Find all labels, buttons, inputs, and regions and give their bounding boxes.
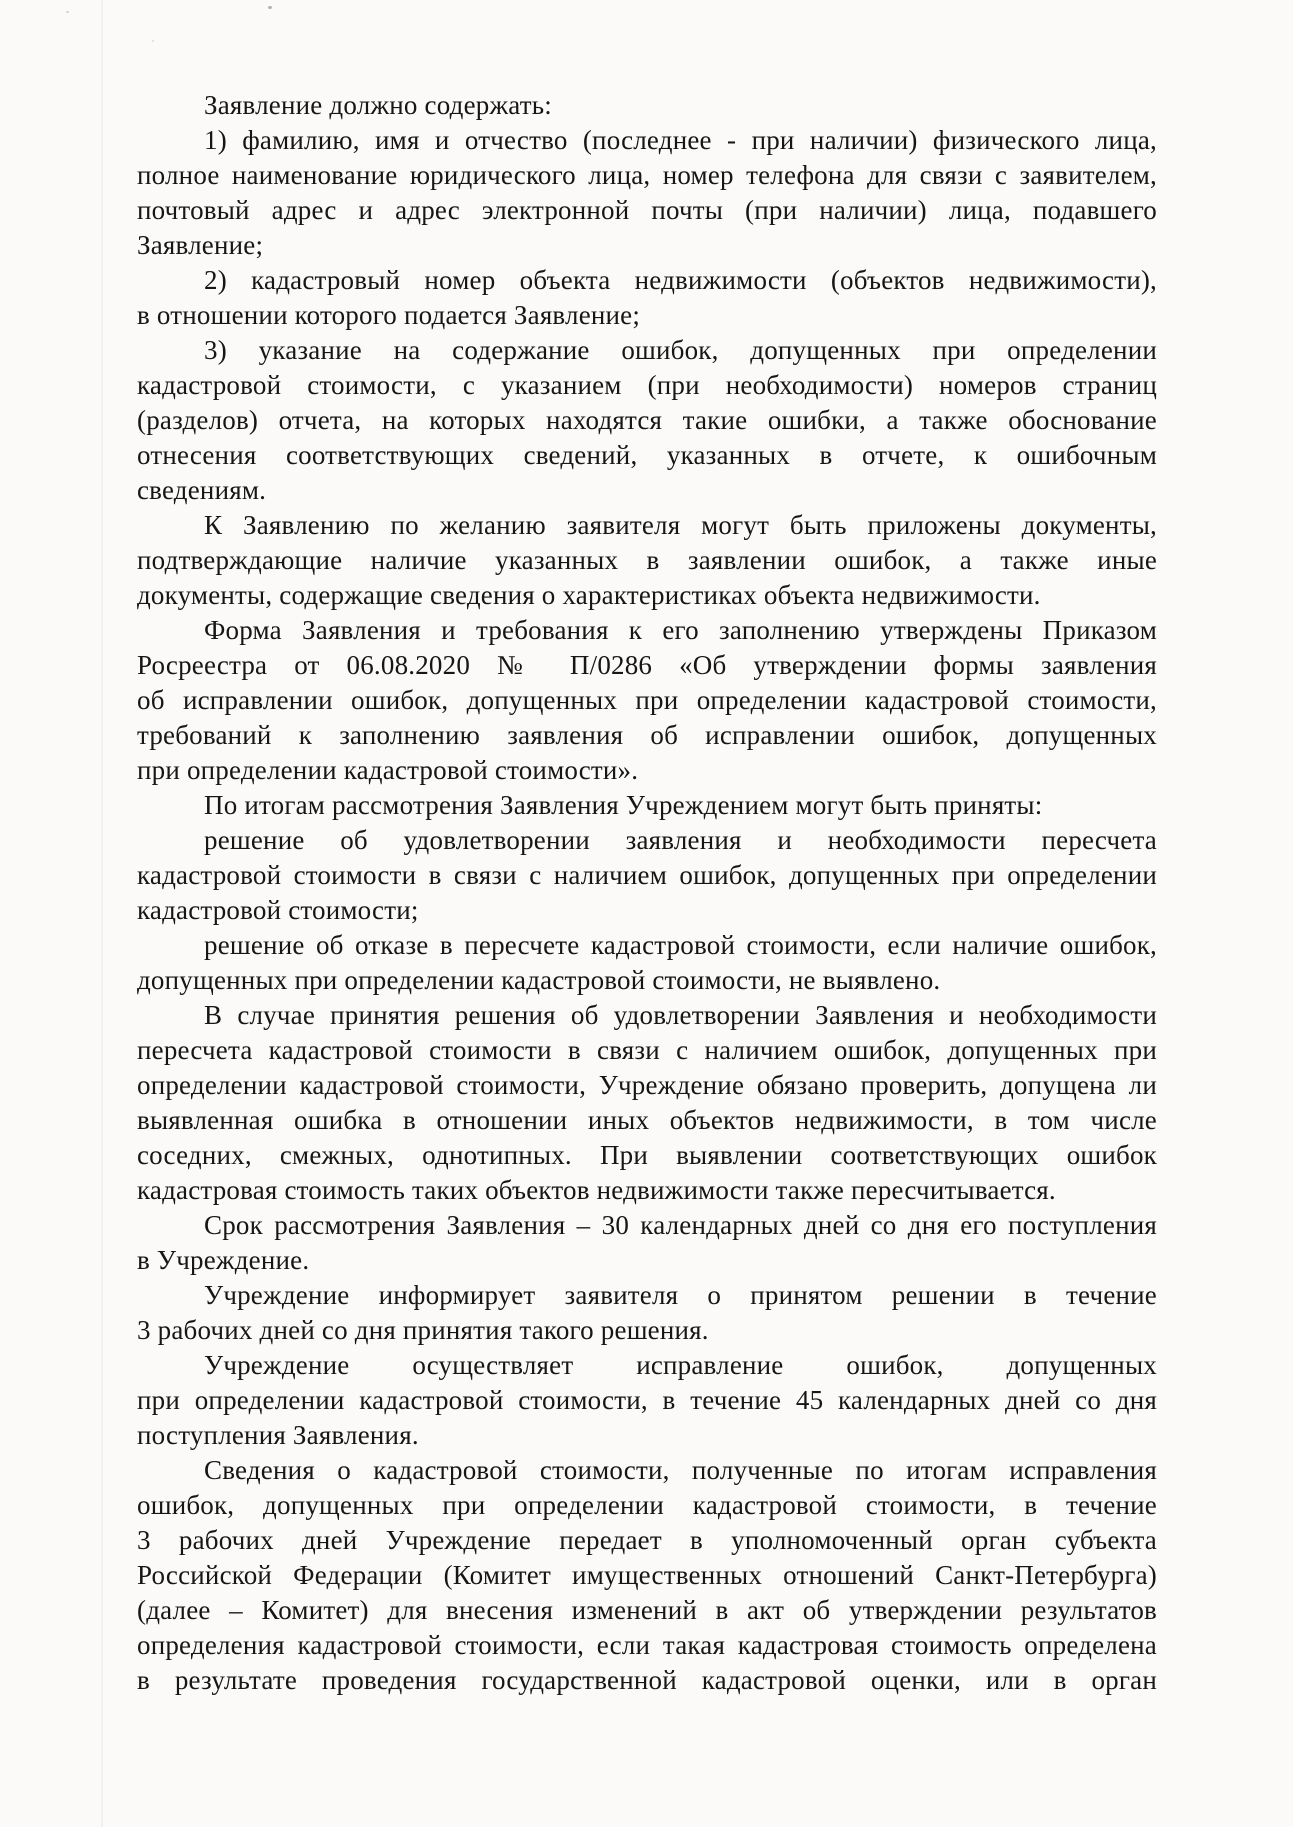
- text-line: кадастровой стоимости;: [137, 895, 419, 925]
- text-line: в Учреждение.: [137, 1245, 310, 1275]
- text-line: в отношении которого подается Заявление;: [137, 300, 641, 330]
- text-line: в результате проведения государственной кадастровой оценки, или в орган: [137, 1665, 1157, 1695]
- text-line: пересчета кадастровой стоимости в связи с наличием ошибок, допущенных при: [137, 1035, 1157, 1065]
- text-line: Росреестра от 06.08.2020 № П/0286 «Об утверждении формы заявления: [137, 650, 1157, 680]
- text-line: К Заявлению по желанию заявителя могут быть приложены документы,: [204, 510, 1157, 540]
- paragraph: [137, 1453, 1157, 1698]
- paragraph: [137, 263, 1157, 333]
- text-line: определения кадастровой стоимости, если такая кадастровая стоимость определена: [137, 1630, 1157, 1660]
- scan-speck: [152, 40, 154, 42]
- text-line: Российской Федерации (Комитет имущественных отношений Санкт-Петербурга): [137, 1560, 1157, 1590]
- paragraph: [137, 788, 1157, 823]
- text-line: Учреждение осуществляет исправление ошибок, допущенных: [204, 1350, 1157, 1380]
- paragraph: [137, 1348, 1157, 1453]
- text-line: Форма Заявления и требования к его заполнению утверждены Приказом: [204, 615, 1157, 645]
- text-line: кадастровая стоимость таких объектов недвижимости также пересчитывается.: [137, 1175, 1056, 1205]
- text-line: 3) указание на содержание ошибок, допущенных при определении: [204, 335, 1157, 365]
- text-line: 2) кадастровый номер объекта недвижимости (объектов недвижимости),: [204, 265, 1157, 295]
- scan-speck: [268, 6, 272, 9]
- text-line: решение об удовлетворении заявления и необходимости пересчета: [204, 825, 1157, 855]
- text-line: 3 рабочих дней со дня принятия такого решения.: [137, 1315, 709, 1345]
- paragraph: [137, 123, 1157, 263]
- text-line: при определении кадастровой стоимости, в течение 45 календарных дней со дня: [137, 1385, 1157, 1415]
- text-line: 3 рабочих дней Учреждение передает в уполномоченный орган субъекта: [137, 1525, 1157, 1555]
- text-line: решение об отказе в пересчете кадастровой стоимости, если наличие ошибок,: [204, 930, 1157, 960]
- text-line: По итогам рассмотрения Заявления Учреждением могут быть приняты:: [204, 790, 1043, 820]
- paragraph: [137, 823, 1157, 928]
- text-line: ошибок, допущенных при определении кадастровой стоимости, в течение: [137, 1490, 1157, 1520]
- paragraph: [137, 1208, 1157, 1278]
- text-line: почтовый адрес и адрес электронной почты (при наличии) лица, подавшего: [137, 195, 1157, 225]
- text-line: документы, содержащие сведения о характеристиках объекта недвижимости.: [137, 580, 1041, 610]
- paragraph: [137, 928, 1157, 998]
- paragraph: [137, 333, 1157, 508]
- text-line: соседних, смежных, однотипных. При выявлении соответствующих ошибок: [137, 1140, 1157, 1170]
- text-line: требований к заполнению заявления об исправлении ошибок, допущенных: [137, 720, 1157, 750]
- text-line: кадастровой стоимости, с указанием (при необходимости) номеров страниц: [137, 370, 1157, 400]
- text-line: определении кадастровой стоимости, Учреждение обязано проверить, допущена ли: [137, 1070, 1157, 1100]
- text-line: при определении кадастровой стоимости».: [137, 755, 639, 785]
- scan-speck: [66, 11, 69, 13]
- text-line: допущенных при определении кадастровой стоимости, не выявлено.: [137, 965, 941, 995]
- text-line: отнесения соответствующих сведений, указанных в отчете, к ошибочным: [137, 440, 1157, 470]
- scanner-streak-artifact: [101, 0, 103, 1827]
- text-line: полное наименование юридического лица, номер телефона для связи с заявителем,: [137, 160, 1157, 190]
- text-line: сведениям.: [137, 475, 267, 505]
- text-line: 1) фамилию, имя и отчество (последнее - при наличии) физического лица,: [204, 125, 1157, 155]
- text-line: выявленная ошибка в отношении иных объектов недвижимости, в том числе: [137, 1105, 1157, 1135]
- paragraph: [137, 508, 1157, 613]
- text-line: Заявление должно содержать:: [204, 90, 553, 120]
- paragraph: [137, 1278, 1157, 1348]
- paragraph: [137, 613, 1157, 788]
- text-line: Учреждение информирует заявителя о принятом решении в течение: [204, 1280, 1157, 1310]
- text-line: Сведения о кадастровой стоимости, полученные по итогам исправления: [204, 1455, 1157, 1485]
- text-line: (разделов) отчета, на которых находятся такие ошибки, а также обоснование: [137, 405, 1157, 435]
- text-line: поступления Заявления.: [137, 1420, 419, 1450]
- text-line: В случае принятия решения об удовлетворении Заявления и необходимости: [204, 1000, 1157, 1030]
- paragraph: [137, 88, 1157, 123]
- text-line: Срок рассмотрения Заявления – 30 календарных дней со дня его поступления: [204, 1210, 1157, 1240]
- text-line: кадастровой стоимости в связи с наличием ошибок, допущенных при определении: [137, 860, 1157, 890]
- text-line: подтверждающие наличие указанных в заявлении ошибок, а также иные: [137, 545, 1157, 575]
- text-block: [137, 88, 1157, 1698]
- text-line: об исправлении ошибок, допущенных при определении кадастровой стоимости,: [137, 685, 1157, 715]
- text-line: Заявление;: [137, 230, 264, 260]
- paragraph: [137, 998, 1157, 1208]
- text-line: (далее – Комитет) для внесения изменений в акт об утверждении результатов: [137, 1595, 1157, 1625]
